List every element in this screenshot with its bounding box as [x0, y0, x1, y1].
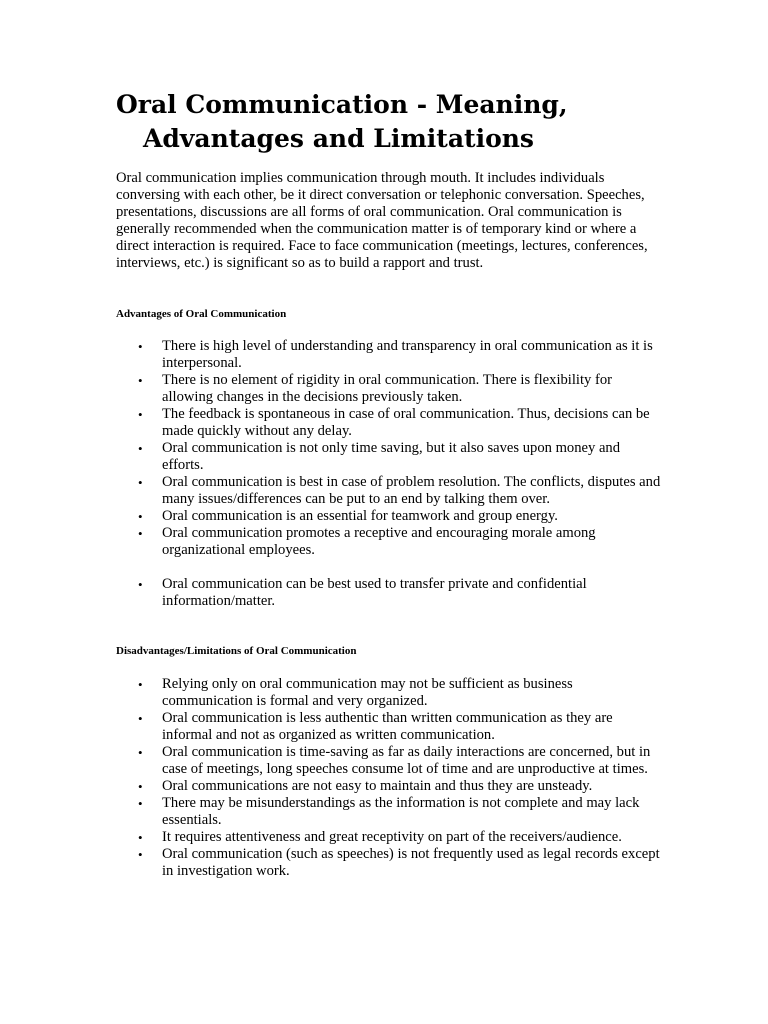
list-item: • Oral communication is time-saving as far as daily interactions are concerned, but in case of meetings, long speeches consume lot of time and are unproductive at times.: [162, 744, 662, 778]
page-title: [116, 88, 676, 156]
list-item: • Oral communication is an essential for teamwork and group energy.: [162, 508, 662, 525]
disadvantages-list: [162, 676, 662, 880]
disadvantages-heading: Disadvantages/Limitations of Oral Communication: [116, 645, 357, 657]
title-line-2: Advantages and Limitations: [143, 124, 534, 153]
list-item: • Oral communication promotes a receptive and encouraging morale among organizational employees.: [162, 525, 662, 559]
list-item: • Oral communications are not easy to maintain and thus they are unsteady.: [162, 778, 662, 795]
list-item: • There is no element of rigidity in oral communication. There is flexibility for allowing changes in the decisions previously taken.: [162, 372, 662, 406]
advantages-heading: Advantages of Oral Communication: [116, 308, 287, 320]
title-line-1: Oral Communication - Meaning,: [116, 90, 568, 119]
list-item: • Oral communication is best in case of problem resolution. The conflicts, disputes and many issues/differences can be put to an end by talking them over.: [162, 474, 662, 508]
list-item: • It requires attentiveness and great receptivity on part of the receivers/audience.: [162, 829, 662, 846]
list-item: • Relying only on oral communication may not be sufficient as business communication is formal and very organized.: [162, 676, 662, 710]
list-item: • There may be misunderstandings as the information is not complete and may lack essentials.: [162, 795, 662, 829]
list-item: • There is high level of understanding and transparency in oral communication as it is interpersonal.: [162, 338, 662, 372]
list-item: • Oral communication (such as speeches) is not frequently used as legal records except in investigation work.: [162, 846, 662, 880]
advantages-list: [162, 338, 662, 610]
list-item: • Oral communication is not only time saving, but it also saves upon money and efforts.: [162, 440, 662, 474]
list-item: • The feedback is spontaneous in case of oral communication. Thus, decisions can be made quickly without any delay.: [162, 406, 662, 440]
list-item: • Oral communication is less authentic than written communication as they are informal and not as organized as written communication.: [162, 710, 662, 744]
intro-paragraph: Oral communication implies communication through mouth. It includes individuals conversing with each other, be it direct conversation or telephonic conversation. Speeches, presentations, discussions are all forms of oral communication. Oral communication is generally recommended when the communication matter is of temporary kind or where a direct interaction is required. Face to face communication (meetings, lectures, conferences, interviews, etc.) is significant so as to build a rapport and trust.: [116, 170, 648, 271]
list-item: • Oral communication can be best used to transfer private and confidential information/matter.: [162, 576, 662, 610]
